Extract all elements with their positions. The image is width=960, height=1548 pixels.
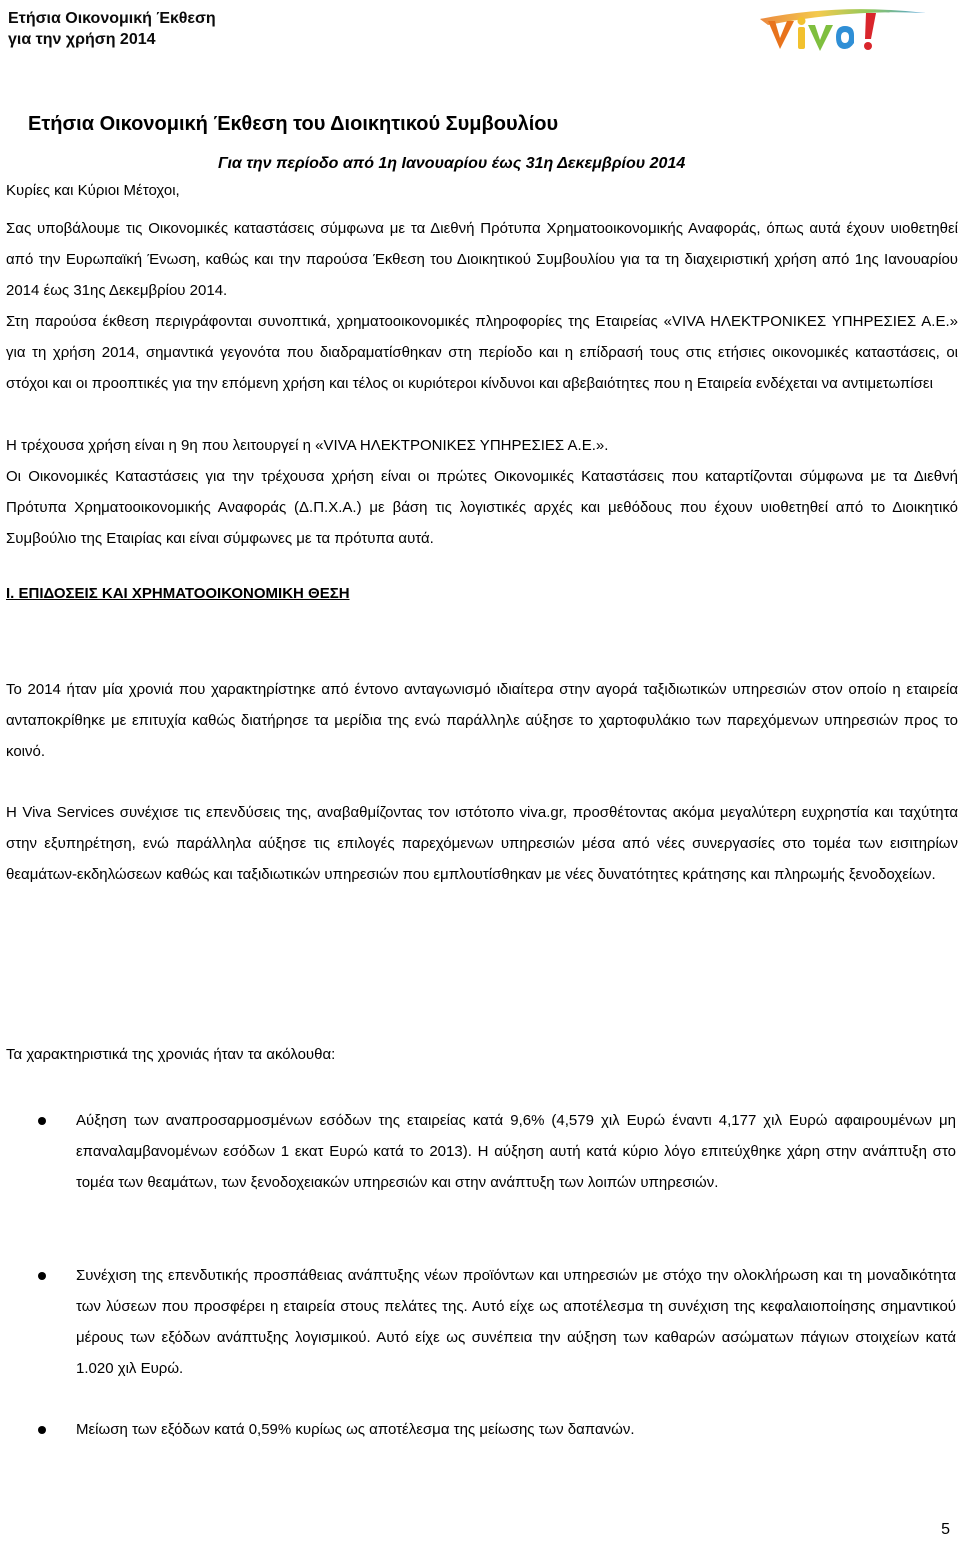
bullet-item-1: Αύξηση των αναπροσαρμοσμένων εσόδων της εταιρείας κατά 9,6% (4,579 χιλ Ευρώ έναντι 4,177 χιλ Ευρώ αφαιρουμένων μη επαναλαμβανομένων εσόδων 1 εκατ Ευρώ κατά το 2013). Η αύξηση αυτή κατά κύριο λόγο επιτεύχθηκε χάρη στην ανάπτυξη στο τομέα των θεαμάτων, των ξενοδοχειακών υπηρεσιών και στην ανάπτυξη των λοιπών υπηρεσιών.	[76, 1112, 956, 1191]
greeting: Κυρίες και Κύριοι Μέτοχοι,	[6, 182, 180, 199]
bullet-item-3: Μείωση των εξόδων κατά 0,59% κυρίως ως αποτέλεσμα της μείωσης των δαπανών.	[76, 1421, 635, 1438]
viva-logo-graphic	[750, 5, 942, 57]
intro-paragraph-3: Η τρέχουσα χρήση είναι η 9η που λειτουργεί η «VIVA ΗΛΕΚΤΡΟΝΙΚΕΣ ΥΠΗΡΕΣΙΕΣ Α.Ε.».	[6, 437, 609, 454]
intro-paragraph-4: Οι Οικονομικές Καταστάσεις για την τρέχουσα χρήση είναι οι πρώτες Οικονομικές Καταστάσεις που καταρτίζονται σύμφωνα με τα Διεθνή Πρότυπα Χρηματοοικονομικής Αναφοράς (Δ.Π.Χ.Α.) με βάση τις λογιστικές αρχές και μεθόδους που έχουν υιοθετηθεί από το Διοικητικό Συμβούλιο της Εταιρίας και είναι σύμφωνες με τα πρότυπα αυτά.	[6, 468, 958, 547]
header-title-line1: Ετήσια Οικονομική Έκθεση	[8, 10, 216, 27]
section-paragraph-2: Η Viva Services συνέχισε τις επενδύσεις της, αναβαθμίζοντας τον ιστότοπο viva.gr, προσθέτοντας ακόμα μεγαλύτερη ευχρηστία και ταχύτητα στην εξυπηρέτηση, ενώ παράλληλα αύξησε τις επιλογές παρεχόμενων υπηρεσιών μέσα από νέες συνεργασίες στο τομέα των εισιτηρίων θεαμάτων-εκδηλώσεων καθώς και ταξιδιωτικών υπηρεσιών που εμπλουτίσθηκαν με νέες δυνατότητες κράτησης και πληρωμής ξενοδοχείων.	[6, 804, 958, 883]
intro-paragraph-1: Σας υποβάλουμε τις Οικονομικές καταστάσεις σύμφωνα με τα Διεθνή Πρότυπα Χρηματοοικονομικής Αναφοράς, όπως αυτά έχουν υιοθετηθεί από την Ευρωπαϊκή Ένωση, καθώς και την παρούσα Έκθεση του Διοικητικού Συμβουλίου για τα τη διαχειριστική χρήση από 1ης Ιανουαρίου 2014 έως 31ης Δεκεμβρίου 2014.	[6, 220, 958, 299]
header-title-line2: για την χρήση 2014	[8, 31, 156, 48]
characteristics-intro: Τα χαρακτηριστικά της χρονιάς ήταν τα ακόλουθα:	[6, 1046, 336, 1063]
section-heading: Ι. ΕΠΙΔΟΣΕΙΣ ΚΑΙ ΧΡΗΜΑΤΟΟΙΚΟΝΟΜΙΚΗ ΘΕΣΗ	[6, 585, 350, 602]
viva-logo	[750, 5, 942, 57]
bullet-item-2: Συνέχιση της επενδυτικής προσπάθειας ανάπτυξης νέων προϊόντων και υπηρεσιών με στόχο την ολοκλήρωση και τη μοναδικότητα των λύσεων που προσφέρει η εταιρεία στους πελάτες της. Αυτό είχε ως αποτέλεσμα τη συνέχιση της κεφαλαιοποίησης σημαντικού μέρους των εξόδων ανάπτυξης λογισμικού. Αυτό είχε ως συνέπεια την αύξηση των καθαρών ασώματων πάγιων στοιχείων κατά 1.020 χιλ Ευρώ.	[76, 1267, 956, 1377]
intro-paragraph-2: Στη παρούσα έκθεση περιγράφονται συνοπτικά, χρηματοοικονομικές πληροφορίες της Εταιρείας «VIVA ΗΛΕΚΤΡΟΝΙΚΕΣ ΥΠΗΡΕΣΙΕΣ Α.Ε.» για τη χρήση 2014, σημαντικά γεγονότα που διαδραματίσθηκαν στη περίοδο και η επίδρασή τους στις ετήσιες οικονομικές καταστάσεις, οι στόχοι και οι προοπτικές για την επόμενη χρήση και τέλος οι κυριότεροι κίνδυνοι και αβεβαιότητες που η Εταιρεία ενδέχεται να αντιμετωπίσει	[6, 313, 958, 392]
bullet-dot-1	[38, 1117, 46, 1125]
bullet-dot-2	[38, 1272, 46, 1280]
page-number: 5	[941, 1521, 950, 1538]
page-title: Ετήσια Οικονομική Έκθεση του Διοικητικού Συμβουλίου	[28, 113, 559, 135]
header-title	[8, 8, 216, 50]
bullet-dot-3	[38, 1426, 46, 1434]
section-paragraph-1: Το 2014 ήταν μία χρονιά που χαρακτηρίστηκε από έντονο ανταγωνισμό ιδιαίτερα στην αγορά ταξιδιωτικών υπηρεσιών στον οποίο η εταιρεία ανταποκρίθηκε με επιτυχία καθώς διατήρησε τα μερίδια της ενώ παράλληλε αύξησε το χαρτοφυλάκιο των παρεχόμενων υπηρεσιών προς το κοινό.	[6, 681, 958, 760]
period-subtitle: Για την περίοδο από 1η Ιανουαρίου έως 31η Δεκεμβρίου 2014	[218, 155, 686, 172]
